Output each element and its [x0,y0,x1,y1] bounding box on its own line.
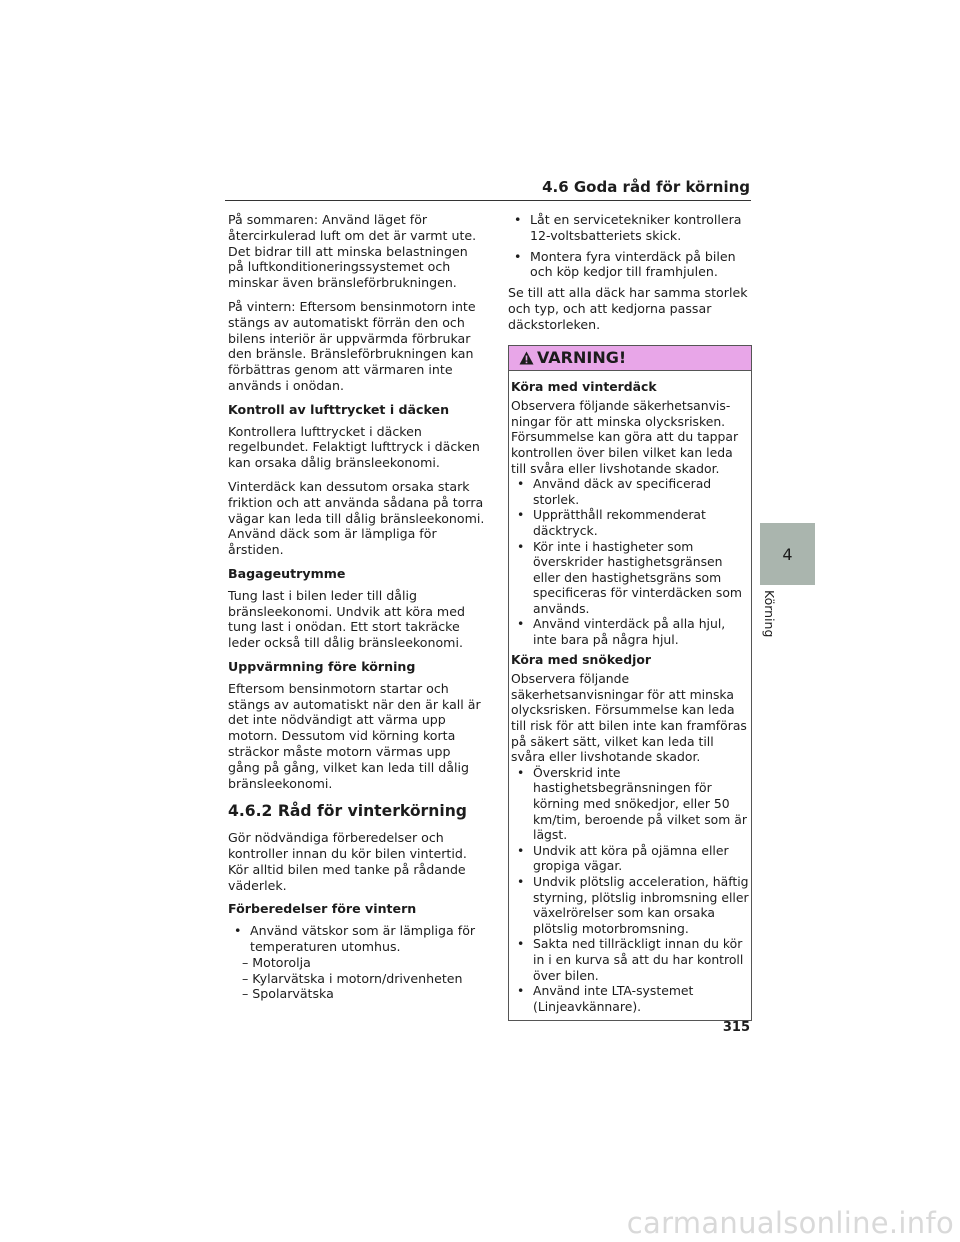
warning-title-snow-chains: Köra med snökedjor [511,651,651,667]
warning-text-snow-chains: Observera följande säkerhetsanvisningar för att minska olycksrisken. Försummelse kan leda till risk för att bilen inte kan framföras på säkert sätt, vilket kan leda till svåra eller livshotande skador. [511,671,747,765]
subheading-tire-pressure: Kontroll av lufttrycket i däcken [228,401,450,417]
paragraph-winter-tires: Vinterdäck kan dessutom orsaka stark friktion och att använda sådana på torra vägar kan leda till dålig bränsleekonomi. Använd däck som är lämpliga för årstiden. [228,478,485,558]
bullet-fluids: • Använd vätskor som är lämpliga för temperaturen utomhus. [228,923,486,955]
warning-bullet: • Upprätthåll rekommenderat däcktryck. [511,507,749,538]
subheading-luggage: Bagageutrymme [228,565,346,581]
dash-item-engine-oil: – Motorolja [242,954,311,970]
warning-box [508,345,752,1022]
warning-triangle-icon [519,351,534,365]
warning-bullet: • Använd vinterdäck på alla hjul, inte bara på några hjul. [511,616,749,647]
warning-bullet: • Överskrid inte hastighetsbegränsningen för körning med snökedjor, eller 50 km/tim, beroende på vilket som är lägst. [511,765,749,843]
chapter-number: 4 [782,544,793,564]
right-column [508,212,752,1021]
chapter-name: Körning [762,590,777,638]
warning-bullet: • Sakta ned tillräckligt innan du kör in i en kurva så att du har kontroll över bilen. [511,936,749,983]
paragraph-luggage: Tung last i bilen leder till dålig bränsleekonomi. Undvik att köra med tung last i onödan. Ett stort takräcke leder också till dålig bränsleekonomi. [228,587,465,651]
bullet-battery-check: • Låt en servicetekniker kontrollera 12-voltsbatteriets skick. [508,212,752,244]
subheading-before-winter: Förberedelser före vintern [228,901,417,917]
warning-header [509,346,751,371]
left-column [228,212,486,1002]
warning-label: VARNING! [537,347,627,367]
watermark: carmanualsonline.info [626,1206,954,1240]
warning-bullet: • Undvik plötslig acceleration, häftig styrning, plötslig inbromsning eller växelrörelser som kan orsaka plötslig motorbromsning. [511,874,749,936]
warning-bullet: • Använd inte LTA-systemet (Linjeavkännare). [511,983,749,1014]
chapter-tab [760,523,815,585]
paragraph-winter: På vintern: Eftersom bensinmotorn inte stängs av automatiskt förrän den och bilens interiör är uppvärmda förbrukar den bränsle. Bränsleförbrukningen kan förbättras genom att värmaren inte används i onödan. [228,298,476,393]
dash-item-washer-fluid: – Spolarvätska [242,986,334,1002]
paragraph-tire-pressure: Kontrollera lufttrycket i däcken regelbundet. Felaktigt lufttryck i däcken kan orsaka dålig bränsleekonomi. [228,423,480,471]
warning-bullet: • Kör inte i hastigheter som överskrider hastighetsgränsen eller den hastighetsgräns som specificeras för vinterdäcken som används. [511,539,749,617]
warning-bullet: • Undvik att köra på ojämna eller gropiga vägar. [511,843,749,874]
warning-body [509,371,751,1021]
warning-text-winter-tires: Observera följande säkerhetsanvisningar för att minska olycksrisken. Försummelse kan göra att du tappar kontrollen över bilen vilket kan leda till svåra eller livshotande skador. [511,398,739,476]
dash-item-coolant: – Kylarvätska i motorn/drivenheten [242,970,463,986]
paragraph-warmup: Eftersom bensinmotorn startar och stängs av automatiskt när den är kall är det inte nödvändigt att värma upp motorn. Dessutom vid körning korta sträckor måste motorn värmas upp gång på gång, vilket kan leda till dålig bränsleekonomi. [228,680,481,791]
section-header-title: 4.6 Goda råd för körning [542,178,750,196]
warning-bullet: • Använd däck av specificerad storlek. [511,476,749,507]
paragraph-summer: På sommaren: Använd läget för återcirkulerad luft om det är varmt ute. Det bidrar till att minska belastningen på luftkonditioneringssystemet och minskar även bränsleförbrukningen. [228,212,477,291]
paragraph-winter-prep: Gör nödvändiga förberedelser och kontroller innan du kör bilen vintertid. Kör alltid bilen med tanke på rådande väderlek. [228,830,467,893]
subheading-warmup: Uppvärmning före körning [228,658,416,674]
page-number: 315 [722,1020,750,1035]
section-heading-winter-driving: 4.6.2 Råd för vinterkörning [228,802,467,821]
warning-title-winter-tires: Köra med vinterdäck [511,378,657,394]
bullet-winter-tires: • Montera fyra vinterdäck på bilen och köp kedjor till framhjulen. [508,249,752,281]
paragraph-tire-size: Se till att alla däck har samma storlek och typ, och att kedjorna passar däckstorleken. [508,285,748,332]
header-divider [225,200,751,201]
